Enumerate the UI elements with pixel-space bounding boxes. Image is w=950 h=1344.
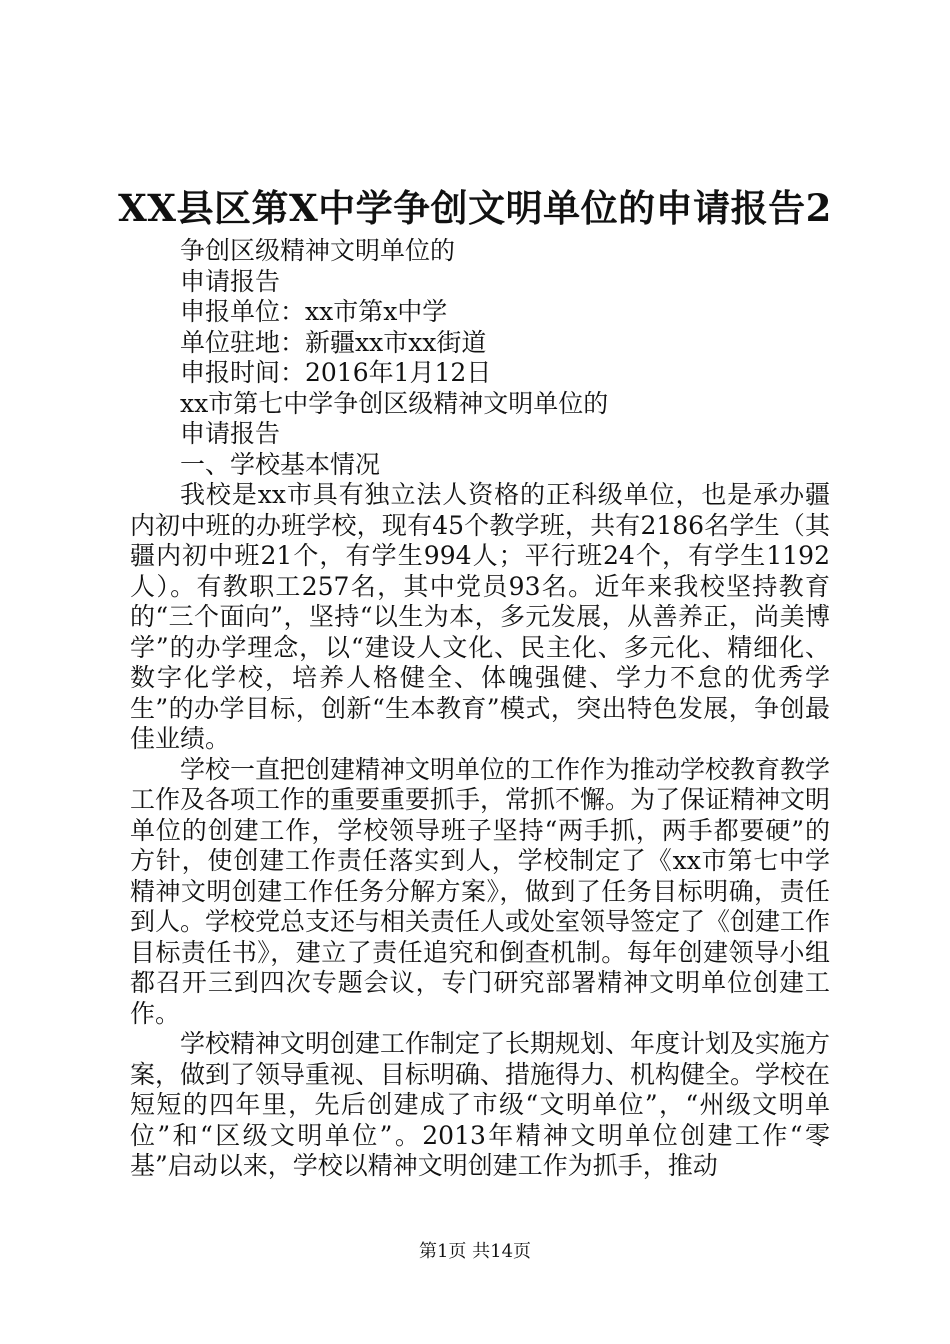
- page-footer: 第1页 共14页: [418, 1241, 532, 1262]
- unit-location-line: 单位驻地：新疆xx市xx街道: [180, 327, 487, 357]
- document-body: [130, 236, 830, 1182]
- header-line: 争创区级精神文明单位的: [180, 236, 456, 265]
- body-paragraph: 学校一直把创建精神文明单位的工作作为推动学校教育教学工作及各项工作的重要重要抓手，常抓不懈。为了保证精神文明单位的创建工作，学校领导班子坚持“两手抓，两手都要硬”的方针，使创建工作责任落实到人，学校制定了《xx市第七中学精神文明创建工作任务分解方案》，做到了任务目标明确，责任到人。学校党总支还与相关责任人或处室领导签定了《创建工作目标责任书》，建立了责任追究和倒查机制。每年创建领导小组都召开三到四次专题会议，专门研究部署精神文明单位创建工作。: [130, 754, 831, 1028]
- body-paragraph: 学校精神文明创建工作制定了长期规划、年度计划及实施方案，做到了领导重视、目标明确、措施得力、机构健全。学校在短短的四年里，先后创建成了市级“文明单位”，“州级文明单位”和“区级文明单位”。2013年精神文明单位创建工作“零基”启动以来，学校以精神文明创建工作为抓手，推动: [130, 1029, 831, 1180]
- header-line: xx市第七中学争创区级精神文明单位的: [180, 388, 609, 418]
- applicant-unit-line: 申报单位：xx市第x中学: [180, 297, 448, 326]
- header-line: 申请报告: [180, 266, 281, 296]
- body-paragraph: 我校是xx市具有独立法人资格的正科级单位，也是承办疆内初中班的办班学校，现有45个教学班，共有2186名学生（其疆内初中班21个，有学生994人；平行班24个，有学生1192人）。有教职工257名，其中党员93名。近年来我校坚持教育的“三个面向”，坚持“以生为本，多元发展，从善养正，尚美博学”的办学理念，以“建设人文化、民主化、多元化、精细化、数字化学校，培养人格健全、体魄强健、学力不怠的优秀学生”的办学目标，创新“生本教育”模式，突出特色发展，争创最佳业绩。: [130, 480, 830, 753]
- header-line: 申请报告: [180, 419, 281, 448]
- application-date-line: 申报时间：2016年1月12日: [180, 358, 492, 387]
- section-heading: 一、学校基本情况: [180, 449, 381, 479]
- document-title: XX县区第X中学争创文明单位的申请报告2: [118, 186, 832, 230]
